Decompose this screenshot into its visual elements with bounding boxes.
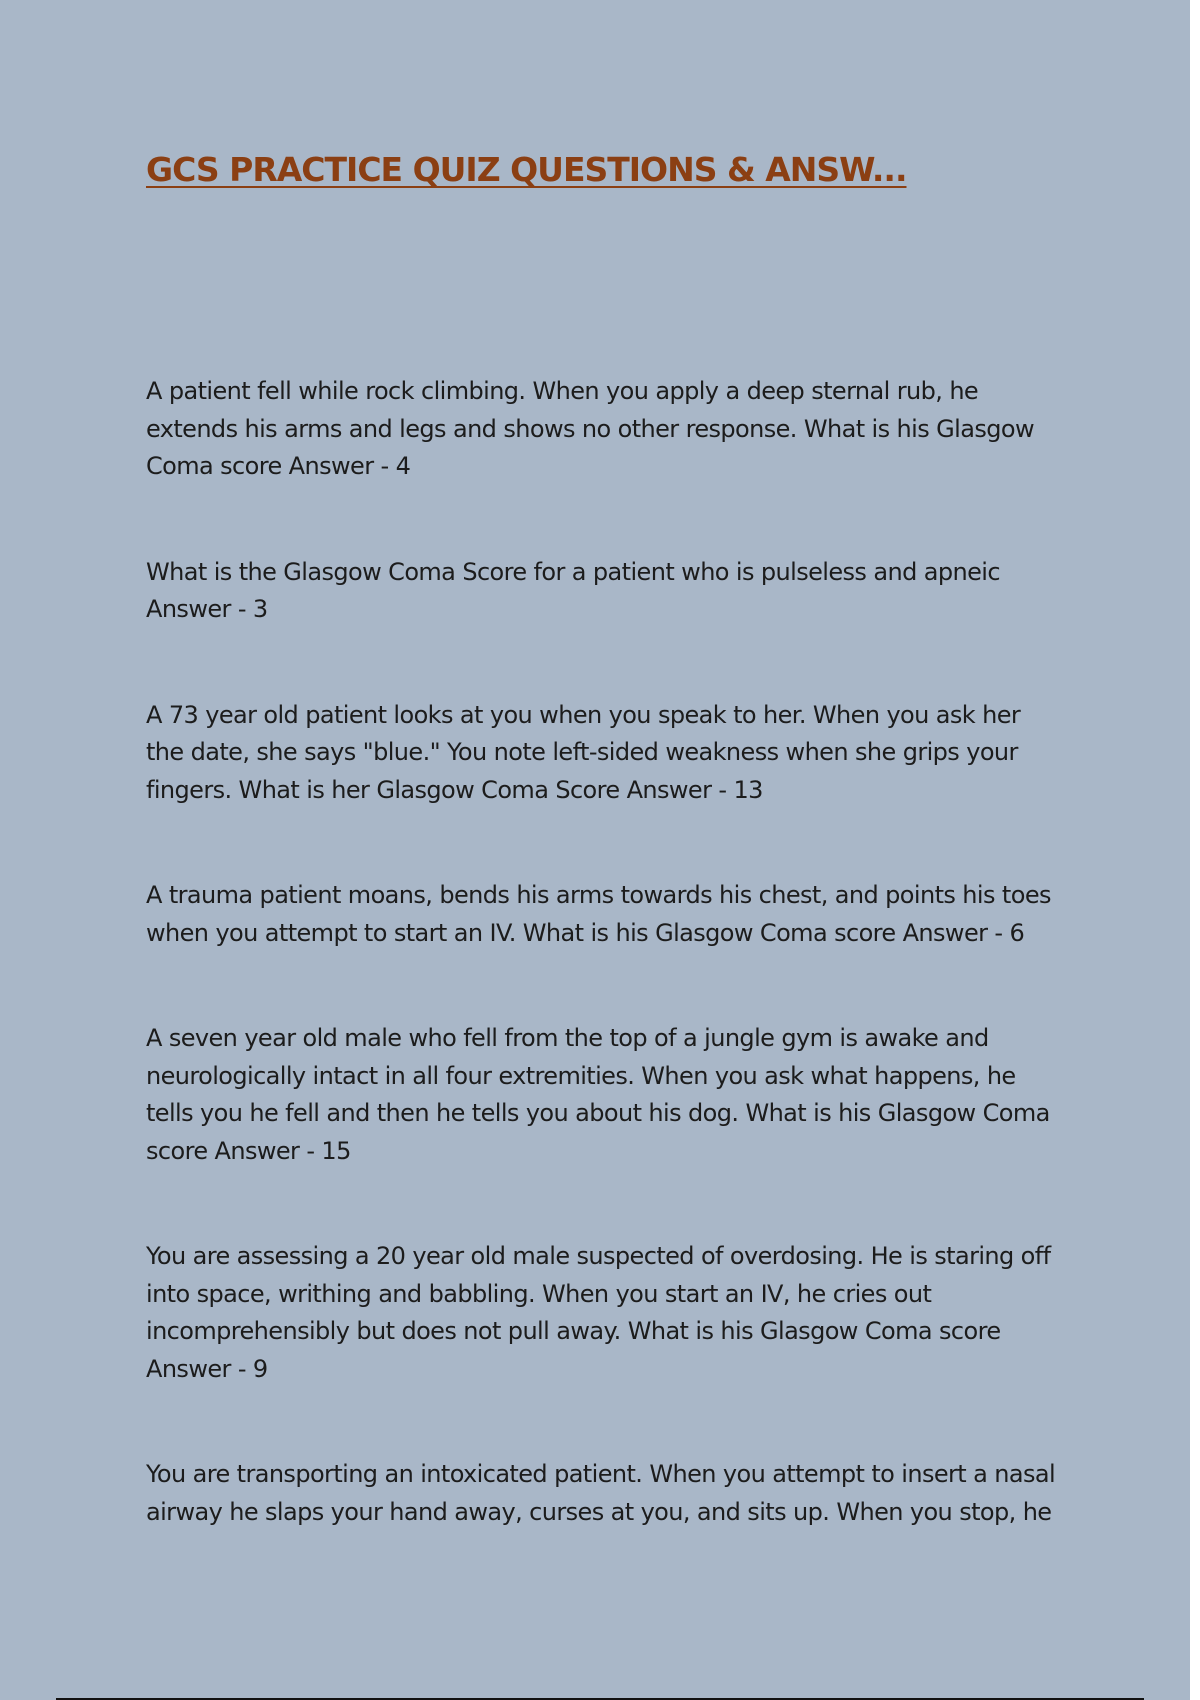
question-answer-7	[146, 1456, 1076, 1531]
question-answer-1	[146, 373, 1076, 486]
question-answer-4	[146, 877, 1076, 952]
question-answer-5	[146, 1020, 1076, 1170]
question-answer-6	[146, 1238, 1076, 1388]
question-3-line-3: fingers. What is her Glasgow Coma Score Answer - 13	[146, 775, 763, 804]
question-4-line-1: A trauma patient moans, bends his arms towards his chest, and points his toes	[146, 881, 1051, 909]
question-6-line-3: incomprehensibly but does not pull away. What is his Glasgow Coma score	[146, 1317, 1001, 1345]
page-right-edge	[1190, 0, 1200, 1700]
question-6-line-1: You are assessing a 20 year old male suspected of overdosing. He is staring off	[146, 1242, 1051, 1270]
question-2-line-1: What is the Glasgow Coma Score for a patient who is pulseless and apneic	[146, 557, 1000, 586]
question-3-line-2: the date, she says "blue." You note left-sided weakness when she grips your	[146, 738, 1018, 766]
question-1-line-1: A patient fell while rock climbing. When you apply a deep sternal rub, he	[146, 377, 979, 405]
question-3-line-1: A 73 year old patient looks at you when you speak to her. When you ask her	[146, 700, 1021, 729]
question-1-line-3: Coma score Answer - 4	[146, 452, 411, 480]
question-7-line-2: airway he slaps your hand away, curses at you, and sits up. When you stop, he	[146, 1497, 1052, 1526]
document-title: GCS PRACTICE QUIZ QUESTIONS & ANSW...	[146, 150, 907, 189]
question-5-line-2: neurologically intact in all four extremities. When you ask what happens, he	[146, 1061, 1016, 1090]
question-5-line-4: score Answer - 15	[146, 1136, 351, 1165]
question-answer-3	[146, 697, 1076, 810]
question-5-line-3: tells you he fell and then he tells you about his dog. What is his Glasgow Coma	[146, 1099, 1050, 1127]
question-5-line-1: A seven year old male who fell from the top of a jungle gym is awake and	[146, 1024, 989, 1052]
question-answer-2	[146, 554, 1076, 629]
question-6-line-2: into space, writhing and babbling. When you start an IV, he cries out	[146, 1279, 932, 1308]
question-2-line-2: Answer - 3	[146, 595, 268, 623]
question-6-line-4: Answer - 9	[146, 1354, 268, 1383]
question-7-line-1: You are transporting an intoxicated patient. When you attempt to insert a nasal	[146, 1460, 1056, 1488]
question-1-line-2: extends his arms and legs and shows no other response. What is his Glasgow	[146, 414, 1034, 443]
question-4-line-2: when you attempt to start an IV. What is his Glasgow Coma score Answer - 6	[146, 918, 1025, 947]
question-list	[146, 373, 1076, 1531]
